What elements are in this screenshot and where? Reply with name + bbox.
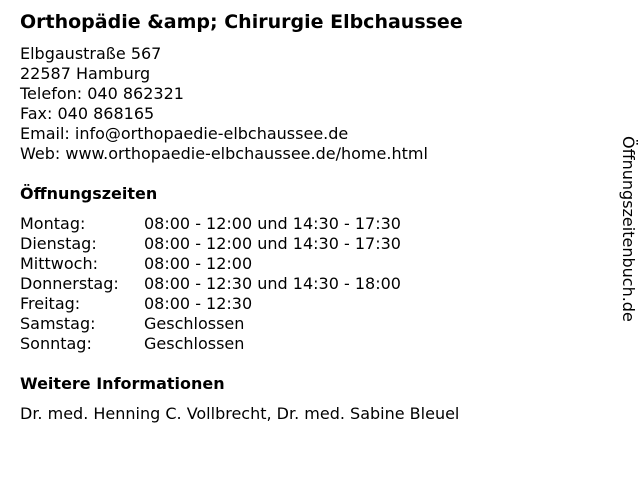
hours-row <box>20 314 401 334</box>
day-hours: Geschlossen <box>144 314 245 333</box>
day-label: Mittwoch: <box>20 254 98 273</box>
postal-city: 22587 Hamburg <box>20 64 151 83</box>
day-hours: 08:00 - 12:30 und 14:30 - 18:00 <box>144 274 401 293</box>
hours-row <box>20 254 401 274</box>
day-label: Dienstag: <box>20 234 97 253</box>
hours-row <box>20 294 401 314</box>
further-info-text: Dr. med. Henning C. Vollbrecht, Dr. med. Sabine Bleuel <box>20 404 460 423</box>
hours-row <box>20 334 401 354</box>
fax-number: Fax: 040 868165 <box>20 104 155 123</box>
brand-sidebar <box>616 136 640 362</box>
hours-row <box>20 214 401 234</box>
hours-row <box>20 234 401 254</box>
day-hours: Geschlossen <box>144 334 245 353</box>
business-name: Orthopädie &amp; Chirurgie Elbchaussee <box>20 11 463 33</box>
further-info-heading: Weitere Informationen <box>20 374 225 393</box>
opening-hours-table <box>20 214 401 354</box>
phone-number: Telefon: 040 862321 <box>20 84 184 103</box>
website-url: Web: www.orthopaedie-elbchaussee.de/home.html <box>20 144 428 163</box>
contact-details <box>20 44 428 164</box>
day-label: Samstag: <box>20 314 96 333</box>
opening-hours-heading: Öffnungszeiten <box>20 184 158 203</box>
day-label: Donnerstag: <box>20 274 119 293</box>
day-label: Montag: <box>20 214 86 233</box>
hours-row <box>20 274 401 294</box>
day-hours: 08:00 - 12:00 und 14:30 - 17:30 <box>144 234 401 253</box>
street-address: Elbgaustraße 567 <box>20 44 162 63</box>
day-label: Freitag: <box>20 294 81 313</box>
day-hours: 08:00 - 12:00 <box>144 254 253 273</box>
day-label: Sonntag: <box>20 334 92 353</box>
day-hours: 08:00 - 12:30 <box>144 294 253 313</box>
day-hours: 08:00 - 12:00 und 14:30 - 17:30 <box>144 214 401 233</box>
brand-watermark: Öffnungszeitenbuch.de <box>619 136 638 322</box>
email-address: Email: info@orthopaedie-elbchaussee.de <box>20 124 349 143</box>
